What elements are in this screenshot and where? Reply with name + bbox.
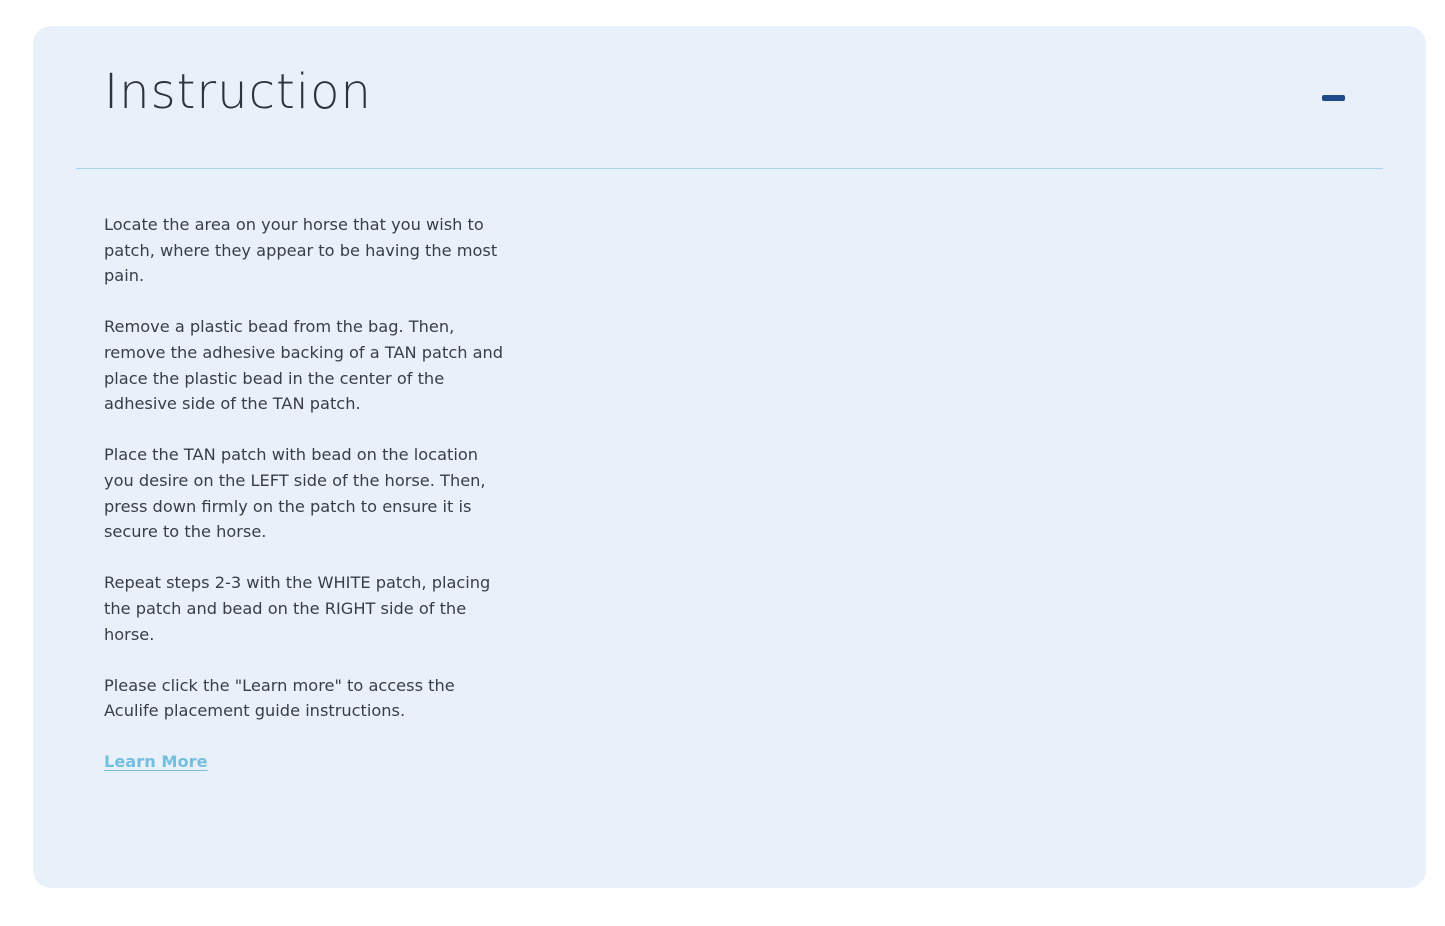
instruction-panel [33, 26, 1426, 888]
collapse-button[interactable] [1313, 84, 1353, 114]
learn-more-link[interactable]: Learn More [104, 752, 208, 772]
instruction-step-5: Please click the "Learn more" to access the Aculife placement guide instructions. [104, 675, 455, 721]
minus-icon [1322, 95, 1345, 101]
instruction-step-1: Locate the area on your horse that you wish to patch, where they appear to be having the most pain. [104, 215, 498, 286]
instruction-content [104, 212, 504, 775]
instruction-step-2: Remove a plastic bead from the bag. Then, remove the adhesive backing of a TAN patch and place the plastic bead in the center of the adhesive side of the TAN patch. [104, 317, 504, 414]
panel-header[interactable] [33, 26, 1426, 169]
instruction-step-3: Place the TAN patch with bead on the location you desire on the LEFT side of the horse. Then, press down firmly on the patch to ensure it is secure to the horse. [104, 445, 486, 542]
divider [76, 168, 1383, 169]
instruction-step-4: Repeat steps 2-3 with the WHITE patch, placing the patch and bead on the RIGHT side of the horse. [104, 573, 491, 644]
panel-title: Instruction [104, 64, 372, 120]
